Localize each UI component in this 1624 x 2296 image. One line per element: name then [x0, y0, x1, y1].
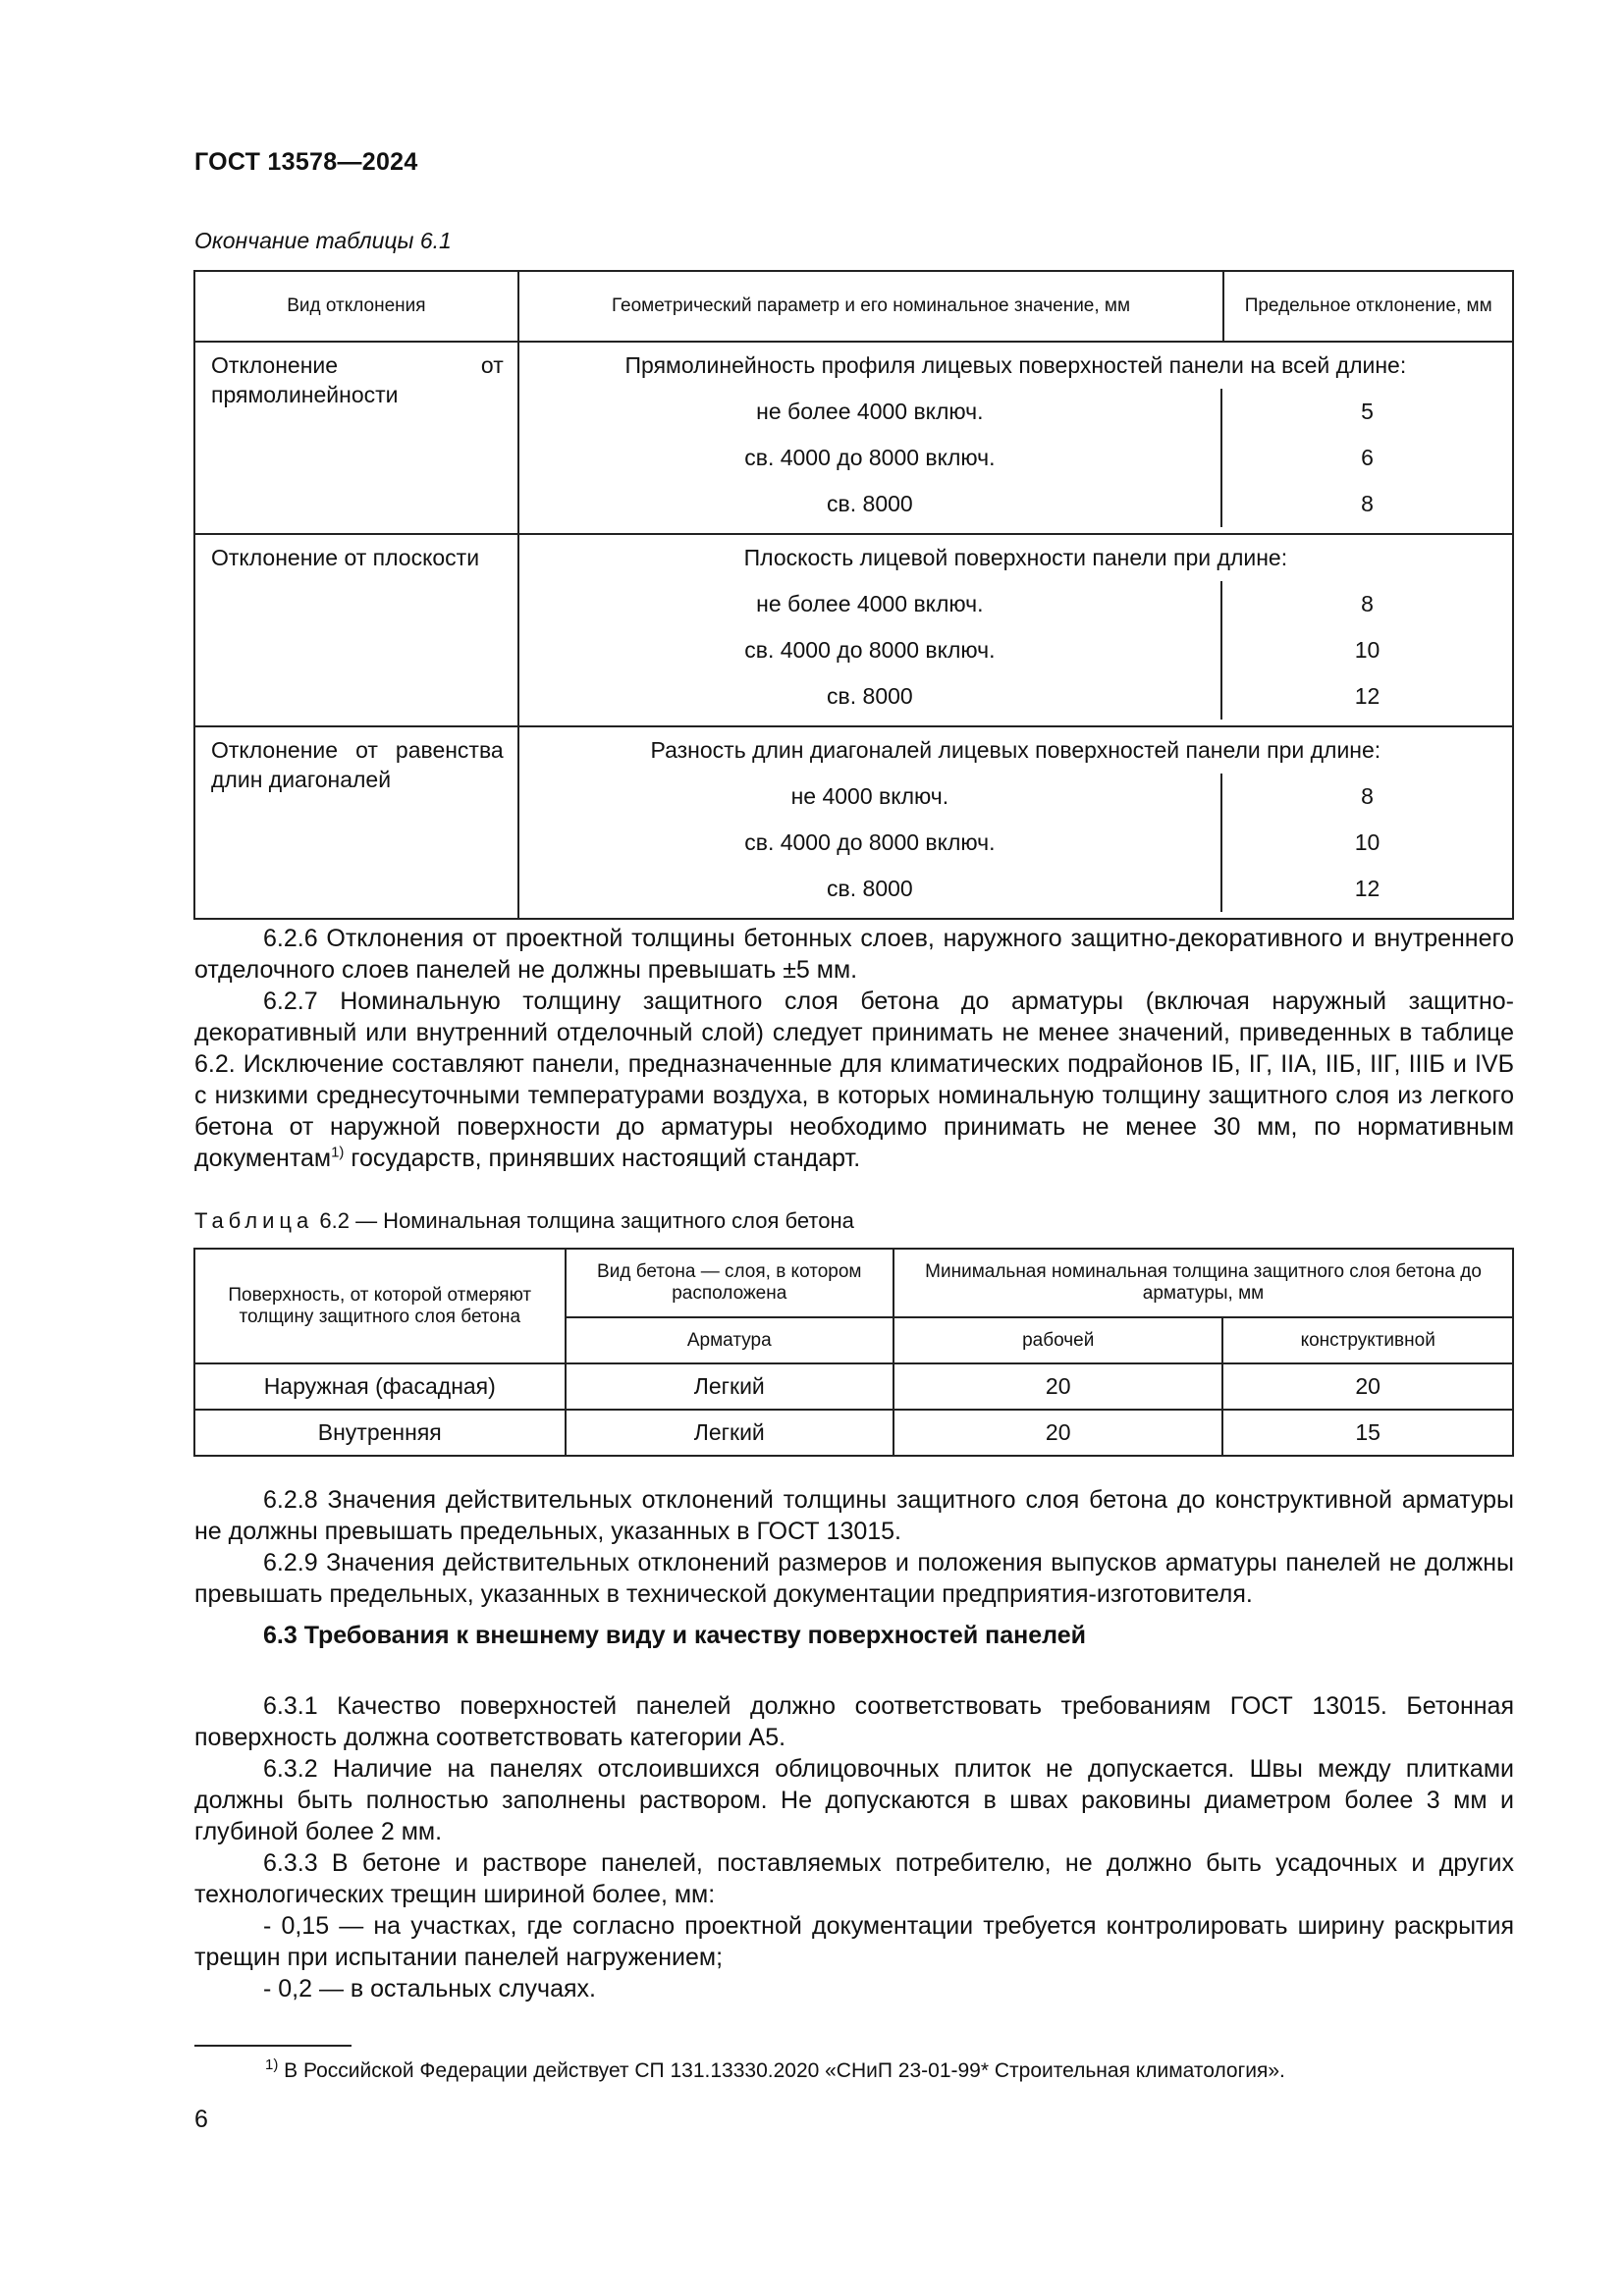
limit-value: 10	[1221, 627, 1512, 673]
paragraph-6-3-3: 6.3.3 В бетоне и растворе панелей, поставляемых потребителю, не должно быть усадочных и других технологических трещин шириной более, мм:	[194, 1849, 1514, 1908]
table-cell: 20	[893, 1363, 1222, 1410]
table-cell: 20	[893, 1410, 1222, 1456]
footnote-ref: 1)	[331, 1144, 345, 1161]
paragraph-6-2-6: 6.2.6 Отклонения от проектной толщины бетонных слоев, наружного защитно-декоративного и внутреннего отделочного слоев панелей не должны превышать ±5 мм.	[194, 925, 1514, 984]
table-header-cell: Вид отклонения	[194, 271, 518, 342]
table-header-cell: Геометрический параметр и его номинальное значение, мм	[518, 271, 1224, 342]
table-row	[194, 534, 1513, 726]
length-range: не 4000 включ.	[790, 783, 949, 809]
table-cell: 20	[1222, 1363, 1513, 1410]
length-range: св. 4000 до 8000 включ.	[744, 445, 996, 470]
length-range: св. 4000 до 8000 включ.	[744, 829, 996, 855]
table-cell: Легкий	[566, 1410, 894, 1456]
deviation-kind: Отклонение от плоскости	[194, 534, 518, 726]
footnote	[265, 2056, 1285, 2083]
length-range: не более 4000 включ.	[756, 399, 984, 424]
table-header-cell: Минимальная номинальная толщина защитного слоя бетона до арматуры, мм	[893, 1249, 1513, 1317]
caption-word: Таблица	[194, 1208, 314, 1233]
table-6-2	[193, 1248, 1514, 1457]
deviation-kind: Отклонение от прямолинейности	[194, 342, 518, 534]
table-header-cell: конструктивной	[1222, 1317, 1513, 1363]
list-item: - 0,2 — в остальных случаях.	[263, 1975, 596, 2002]
document-header: ГОСТ 13578—2024	[194, 148, 418, 176]
table-header-cell: Поверхность, от которой отмеряют толщину защитного слоя бетона	[194, 1249, 566, 1363]
table-6-1-caption: Окончание таблицы 6.1	[194, 228, 452, 253]
paragraph-6-2-9: 6.2.9 Значения действительных отклонений размеров и положения выпусков арматуры панелей не должны превышать предельных, указанных в технической документации предприятия-изготовителя.	[194, 1549, 1514, 1608]
paragraph-6-3-2: 6.3.2 Наличие на панелях отслоившихся облицовочных плиток не допускается. Швы между плитками должны быть полностью заполнены раствором. Не допускаются в швах раковины диаметром более 3 мм и глубиной более 2 мм.	[194, 1755, 1514, 1845]
section-heading-6-3: 6.3 Требования к внешнему виду и качеству поверхностей панелей	[263, 1622, 1086, 1649]
length-range: св. 4000 до 8000 включ.	[744, 637, 996, 663]
table-cell: Наружная (фасадная)	[194, 1363, 566, 1410]
table-cell: 15	[1222, 1410, 1513, 1456]
limit-value: 8	[1221, 481, 1512, 527]
table-header-cell: рабочей	[893, 1317, 1222, 1363]
table-header-cell: Арматура	[566, 1317, 894, 1363]
footnote-mark: 1)	[265, 2056, 279, 2073]
paragraph-text: государств, принявших настоящий стандарт.	[344, 1145, 861, 1172]
deviation-kind: Отклонение от равенства длин диагоналей	[194, 726, 518, 919]
limit-value: 10	[1221, 820, 1512, 866]
length-range: св. 8000	[827, 491, 913, 516]
table-cell: Легкий	[566, 1363, 894, 1410]
limit-value: 5	[1221, 389, 1512, 435]
parameter-heading: Прямолинейность профиля лицевых поверхностей панели на всей длине:	[624, 352, 1407, 378]
paragraph-6-2-7	[194, 986, 1514, 1174]
parameter-heading: Разность длин диагоналей лицевых поверхностей панели при длине:	[650, 737, 1381, 763]
paragraph-6-3-1: 6.3.1 Качество поверхностей панелей должно соответствовать требованиям ГОСТ 13015. Бетонная поверхность должна соответствовать категории А5.	[194, 1692, 1514, 1751]
footnote-text: В Российской Федерации действует СП 131.13330.2020 «СНиП 23-01-99* Строительная климатология».	[278, 2059, 1285, 2082]
table-row	[194, 726, 1513, 919]
paragraph-text: 6.2.7 Номинальную толщину защитного слоя бетона до арматуры (включая наружный защитно-декоративный или внутренний отделочный слой) следует принимать не менее значений, приведенных в таблице 6.2. Исключение составляют панели, предназначенные для климатических подрайонов IБ, IГ, IIА, IIБ, IIГ, IIIБ и IVБ с низкими среднесуточными температурами воздуха, в которых номинальную толщину защитного слоя из легкого бетона от наружной поверхности до арматуры необходимо принимать не менее 30 мм, по нормативным документам	[194, 988, 1514, 1172]
footnote-divider	[194, 2045, 352, 2047]
list-item: - 0,15 — на участках, где согласно проектной документации требуется контролировать ширину раскрытия трещин при испытании панелей нагружением;	[194, 1912, 1514, 1971]
table-6-1	[193, 270, 1514, 920]
limit-value: 8	[1221, 774, 1512, 820]
limit-value: 12	[1221, 673, 1512, 720]
parameter-heading: Плоскость лицевой поверхности панели при длине:	[743, 545, 1288, 570]
limit-value: 6	[1221, 435, 1512, 481]
table-header-cell: Предельное отклонение, мм	[1223, 271, 1513, 342]
table-row	[194, 1363, 1513, 1410]
length-range: св. 8000	[827, 683, 913, 709]
page-number: 6	[194, 2106, 208, 2133]
table-row	[194, 342, 1513, 534]
limit-value: 8	[1221, 581, 1512, 627]
length-range: св. 8000	[827, 876, 913, 901]
limit-value: 12	[1221, 866, 1512, 912]
table-6-2-caption	[194, 1208, 854, 1234]
table-cell: Внутренняя	[194, 1410, 566, 1456]
paragraph-6-2-8: 6.2.8 Значения действительных отклонений толщины защитного слоя бетона до конструктивной арматуры не должны превышать предельных, указанных в ГОСТ 13015.	[194, 1486, 1514, 1545]
caption-text: 6.2 — Номинальная толщина защитного слоя бетона	[313, 1208, 854, 1233]
table-row	[194, 1410, 1513, 1456]
length-range: не более 4000 включ.	[756, 591, 984, 616]
table-header-cell: Вид бетона — слоя, в котором расположена	[566, 1249, 894, 1317]
